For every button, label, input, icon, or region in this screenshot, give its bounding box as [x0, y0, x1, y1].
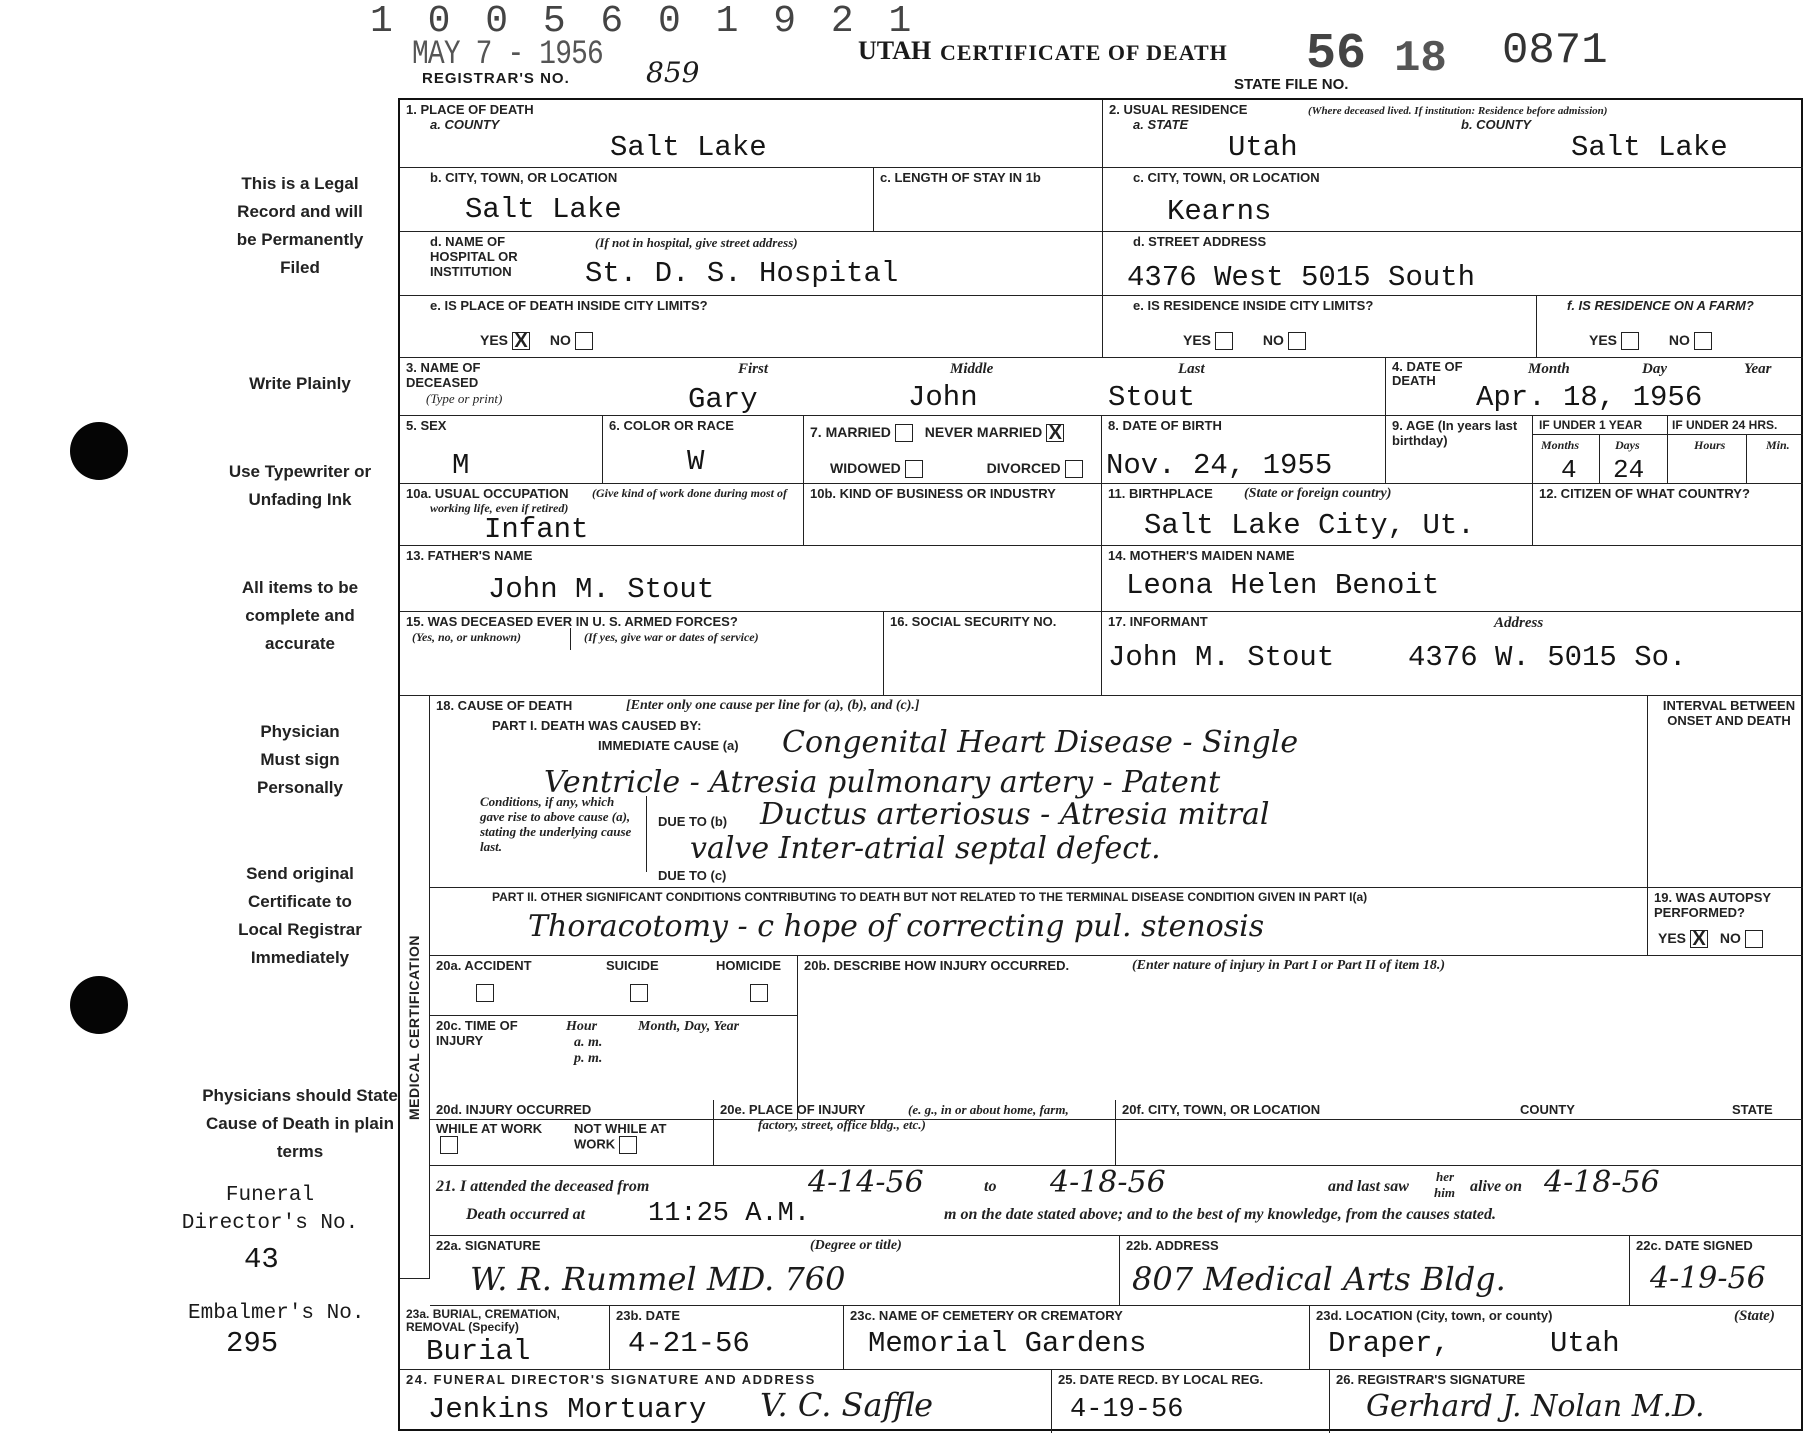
business-industry: 10b. KIND OF BUSINESS OR INDUSTRY [804, 484, 1102, 546]
farm-yes[interactable]: YES [1589, 332, 1639, 348]
state-file-number-b: 18 [1394, 34, 1447, 84]
death-county-value: Salt Lake [610, 131, 767, 164]
citizen-country: 12. CITIZEN OF WHAT COUNTRY? [1533, 484, 1803, 546]
date-signed: 22c. DATE SIGNED 4-19-56 [1630, 1236, 1803, 1306]
sidebar-note-typewriter: Use Typewriter or Unfading Ink [228, 462, 372, 509]
age-months-value: 4 [1561, 455, 1577, 484]
state-file-label: STATE FILE NO. [1234, 76, 1349, 93]
while-at-work-option[interactable]: WHILE AT WORK [436, 1122, 546, 1154]
residence-state-value: Utah [1228, 131, 1298, 164]
death-inside-limits-yes[interactable]: YES X [480, 332, 530, 348]
occupation-value: Infant [484, 513, 589, 546]
sidebar-note-legal-record: This is a Legal Record and will be Permanently Filed [236, 174, 364, 277]
homicide-checkbox[interactable] [750, 984, 768, 1002]
attended-from: 4-14-56 [808, 1166, 924, 1200]
father-name: 13. FATHER'S NAME John M. Stout [400, 546, 1102, 612]
divorced-option[interactable]: DIVORCED [987, 460, 1083, 476]
informant-address-value: 4376 W. 5015 So. [1408, 641, 1687, 674]
embalmer-no: 295 [226, 1327, 279, 1360]
race-value: W [687, 445, 705, 478]
top-serial-number: 1 0 0 5 6 0 1 9 2 1 [370, 0, 918, 43]
registrar-no: 859 [646, 56, 700, 89]
not-while-at-work-checkbox[interactable] [619, 1136, 637, 1154]
cause-b-line2: valve Inter-atrial septal defect. [690, 831, 1161, 866]
autopsy: 19. WAS AUTOPSY PERFORMED? YES X NO [1648, 888, 1803, 956]
interval-onset-death: INTERVAL BETWEEN ONSET AND DEATH [1648, 696, 1803, 888]
race: 6. COLOR OR RACE W [603, 416, 804, 484]
death-city-value: Salt Lake [465, 193, 622, 226]
widowed-option[interactable]: WIDOWED [830, 460, 923, 476]
date-of-death: 4. DATE OF DEATH Month Day Year Apr. 18, 1956 [1386, 358, 1803, 416]
age-under-1-year: IF UNDER 1 YEAR Months Days 4 24 [1533, 416, 1668, 484]
never-married-option[interactable]: NEVER MARRIED X [925, 424, 1064, 440]
part-two-conditions: PART II. OTHER SIGNIFICANT CONDITIONS CONTRIBUTING TO DEATH BUT NOT RELATED TO THE TERMINAL DISEASE CONDITION GIVEN IN PART I(a) Thoracotomy - c hope of correcting pul. stenosis [430, 888, 1648, 956]
while-at-work-checkbox[interactable] [440, 1136, 458, 1154]
deceased-first-name: Gary [688, 383, 758, 416]
injury-occurred: 20d. INJURY OCCURRED WHILE AT WORK NOT WHILE AT WORK [430, 1100, 714, 1166]
residence-state-county: 2. USUAL RESIDENCE (Where deceased lived. If institution: Residence before admission) a. STATE b. COUNTY Utah Salt Lake [1103, 100, 1803, 168]
place-of-injury: 20e. PLACE OF INJURY (e. g., in or about home, farm, factory, street, office bldg., etc.) [714, 1100, 1116, 1166]
usual-occupation: 10a. USUAL OCCUPATION (Give kind of work done during most of working life, even if retired) Infant [400, 484, 804, 546]
title-prefix: UTAH [858, 36, 932, 65]
sex-value: M [452, 449, 470, 482]
registrar-signature-value: Gerhard J. Nolan M.D. [1366, 1389, 1705, 1424]
cemetery-value: Memorial Gardens [868, 1327, 1147, 1360]
not-while-at-work-option[interactable]: NOT WHILE AT WORK [574, 1122, 704, 1154]
deceased-last-name: Stout [1108, 381, 1196, 414]
sidebar-note-complete: All items to be complete and accurate [241, 578, 359, 653]
physician-address: 22b. ADDRESS 807 Medical Arts Bldg. [1120, 1236, 1630, 1306]
injury-description: 20b. DESCRIBE HOW INJURY OCCURRED. (Enter nature of injury in Part I or Part II of item 18.) [798, 956, 1803, 1120]
mother-name: 14. MOTHER'S MAIDEN NAME Leona Helen Benoit [1102, 546, 1803, 612]
cause-a-line1: Congenital Heart Disease - Single [782, 725, 1299, 760]
sidebar-note-physician-sign: Physician Must sign Personally [257, 722, 343, 797]
married-option[interactable]: 7. MARRIED [810, 424, 913, 440]
burial-method-value: Burial [426, 1335, 531, 1368]
residence-street-value: 4376 West 5015 South [1127, 261, 1476, 294]
funeral-director: 24. FUNERAL DIRECTOR'S SIGNATURE AND ADDRESS Jenkins Mortuary V. C. Saffle [400, 1370, 1052, 1433]
residence-on-farm: f. IS RESIDENCE ON A FARM? YES NO [1537, 296, 1803, 358]
burial-date-value: 4-21-56 [628, 1327, 750, 1360]
mother-name-value: Leona Helen Benoit [1126, 569, 1440, 602]
funeral-director-no-label: Funeral Director's No. [181, 1184, 359, 1235]
sex: 5. SEX M [400, 416, 603, 484]
father-name-value: John M. Stout [488, 573, 715, 606]
burial-method: 23a. BURIAL, CREMATION, REMOVAL (Specify) Burial [400, 1306, 610, 1370]
inside-city-limits-death: e. IS PLACE OF DEATH INSIDE CITY LIMITS? YES X NO [400, 296, 1103, 358]
funeral-director-signature: V. C. Saffle [760, 1386, 934, 1424]
accident-checkbox[interactable] [476, 984, 494, 1002]
death-time: 11:25 A.M. [648, 1199, 811, 1229]
suicide-checkbox[interactable] [630, 984, 648, 1002]
date-of-birth: 8. DATE OF BIRTH Nov. 24, 1955 [1102, 416, 1386, 484]
death-inside-limits-yes-checkbox[interactable]: X [512, 332, 530, 350]
age: 9. AGE (In years last birthday) [1386, 416, 1533, 484]
punch-hole-top [70, 422, 128, 480]
sidebar-note-cause-plain: Physicians should State Cause of Death in plain terms [202, 1086, 398, 1161]
registrar-signature: 26. REGISTRAR'S SIGNATURE Gerhard J. Nolan M.D. [1336, 1372, 1705, 1424]
funeral-director-no: 43 [244, 1243, 279, 1276]
cemetery-location-value: Draper, [1328, 1327, 1450, 1360]
residence-county-value: Salt Lake [1571, 131, 1728, 164]
date-of-birth-value: Nov. 24, 1955 [1106, 449, 1333, 482]
birthplace-value: Salt Lake City, Ut. [1144, 509, 1475, 542]
funeral-director-value: Jenkins Mortuary [428, 1393, 707, 1426]
farm-no[interactable]: NO [1669, 332, 1712, 348]
attendance-statement: 21. I attended the deceased from 4-14-56 to 4-18-56 and last saw her him alive on 4-18-56 Death occurred at 11:25 A.M. m on the date stated above; and to the best of my knowledge, from the causes stated. [430, 1166, 1803, 1236]
certificate-form [398, 98, 1803, 1431]
place-of-death-county: 1. PLACE OF DEATH a. COUNTY Salt Lake [400, 100, 1103, 168]
cemetery: 23c. NAME OF CEMETERY OR CREMATORY Memorial Gardens [844, 1306, 1310, 1370]
cemetery-location: 23d. LOCATION (City, town, or county) (State) Draper, Utah [1310, 1306, 1803, 1370]
never-married-checkbox[interactable]: X [1046, 424, 1064, 442]
page-title: CERTIFICATE OF DEATH [940, 40, 1228, 65]
length-of-stay: c. LENGTH OF STAY IN 1b [874, 168, 1103, 232]
state-file-number-c: 0871 [1502, 26, 1608, 76]
medical-certification-label: MEDICAL CERTIFICATION [406, 935, 422, 1120]
place-of-death-city: b. CITY, TOWN, OR LOCATION Salt Lake [400, 168, 874, 232]
injury-type: 20a. ACCIDENT SUICIDE HOMICIDE [430, 956, 798, 1016]
burial-date: 23b. DATE 4-21-56 [610, 1306, 844, 1370]
date-received: 25. DATE RECD. BY LOCAL REG. 4-19-56 [1052, 1370, 1330, 1433]
injury-location: 20f. CITY, TOWN, OR LOCATION COUNTY STATE [1116, 1100, 1803, 1166]
age-under-24-hours: IF UNDER 24 HRS. Hours Min. [1668, 416, 1803, 484]
physician-signature-value: W. R. Rummel MD. 760 [470, 1260, 846, 1298]
divorced-checkbox[interactable] [1065, 460, 1083, 478]
embalmer-no-label: Embalmer's No. [188, 1302, 365, 1325]
date-signed-value: 4-19-56 [1650, 1261, 1766, 1296]
state-file-number-a: 56 [1306, 26, 1367, 83]
date-received-value: 4-19-56 [1070, 1395, 1184, 1425]
age-days-value: 24 [1613, 455, 1645, 484]
residence-city-value: Kearns [1167, 195, 1272, 228]
cause-b-line1: Ductus arteriosus - Atresia mitral [760, 797, 1270, 832]
farm-yes-checkbox[interactable] [1621, 332, 1639, 350]
hospital: d. NAME OF HOSPITAL OR INSTITUTION (If not in hospital, give street address) St. D. S. Hospital [400, 232, 1103, 296]
informant: 17. INFORMANT Address John M. Stout 4376 W. 5015 So. [1102, 612, 1803, 696]
sidebar-note-write-plainly: Write Plainly [249, 374, 351, 393]
residence-inside-limits-no[interactable]: NO [1263, 332, 1306, 348]
autopsy-yes-checkbox[interactable]: X [1690, 930, 1708, 948]
cemetery-state-value: Utah [1550, 1327, 1620, 1360]
deceased-middle-name: John [908, 381, 978, 414]
death-inside-limits-no[interactable]: NO [550, 332, 593, 348]
residence-inside-limits-no-checkbox[interactable] [1288, 332, 1306, 350]
death-inside-limits-no-checkbox[interactable] [575, 332, 593, 350]
injury-time: 20c. TIME OF INJURY Hour a. m. p. m. Month, Day, Year [430, 1016, 798, 1120]
marital-status [804, 416, 1102, 484]
informant-value: John M. Stout [1108, 641, 1335, 674]
birthplace: 11. BIRTHPLACE (State or foreign country) Salt Lake City, Ut. [1102, 484, 1533, 546]
punch-hole-bottom [70, 976, 128, 1034]
residence-inside-limits-yes-checkbox[interactable] [1215, 332, 1233, 350]
attended-to: 4-18-56 [1050, 1166, 1166, 1200]
residence-inside-limits-yes[interactable]: YES [1183, 332, 1233, 348]
autopsy-yes[interactable]: YES X [1658, 930, 1708, 946]
farm-no-checkbox[interactable] [1694, 332, 1712, 350]
stamp-date: MAY 7 - 1956 [412, 36, 603, 74]
registrar-no-label: REGISTRAR'S NO. [422, 70, 570, 87]
part-two-value: Thoracotomy - c hope of correcting pul. stenosis [528, 909, 1265, 944]
cause-a-line2: Ventricle - Atresia pulmonary artery - Patent [544, 765, 1221, 800]
deceased-name: 3. NAME OF DECEASED (Type or print) First Middle Last Gary John Stout [400, 358, 1386, 416]
physician-signature: 22a. SIGNATURE (Degree or title) W. R. Rummel MD. 760 [430, 1236, 1120, 1306]
autopsy-no-checkbox[interactable] [1745, 930, 1763, 948]
physician-address-value: 807 Medical Arts Bldg. [1132, 1260, 1506, 1298]
inside-city-limits-residence: e. IS RESIDENCE INSIDE CITY LIMITS? YES NO [1103, 296, 1537, 358]
sidebar-note-send-original: Send original Certificate to Local Registrar Immediately [238, 864, 362, 967]
residence-city: c. CITY, TOWN, OR LOCATION Kearns [1103, 168, 1803, 232]
last-saw-alive: 4-18-56 [1544, 1166, 1660, 1200]
widowed-checkbox[interactable] [905, 460, 923, 478]
social-security: 16. SOCIAL SECURITY NO. [884, 612, 1102, 696]
hospital-value: St. D. S. Hospital [585, 257, 899, 290]
date-of-death-value: Apr. 18, 1956 [1476, 381, 1703, 414]
residence-street: d. STREET ADDRESS 4376 West 5015 South [1103, 232, 1803, 296]
married-checkbox[interactable] [895, 424, 913, 442]
autopsy-no[interactable]: NO [1720, 930, 1763, 946]
armed-forces: 15. WAS DECEASED EVER IN U. S. ARMED FORCES? (Yes, no, or unknown) (If yes, give war or dates of service) [400, 612, 884, 696]
cause-of-death: 18. CAUSE OF DEATH [Enter only one cause per line for (a), (b), and (c).] PART I. DEATH WAS CAUSED BY: IMMEDIATE CAUSE (a) Congenital Heart Disease - Single Ventricle - Atresia pulmonary artery - Patent Conditions, if any, which gave rise to above cause (a), stating the underlying cause last. DUE TO (b) Ductus arteriosus - Atresia mitral valve Inter-atrial septal defect. DUE TO (c) [430, 696, 1648, 888]
